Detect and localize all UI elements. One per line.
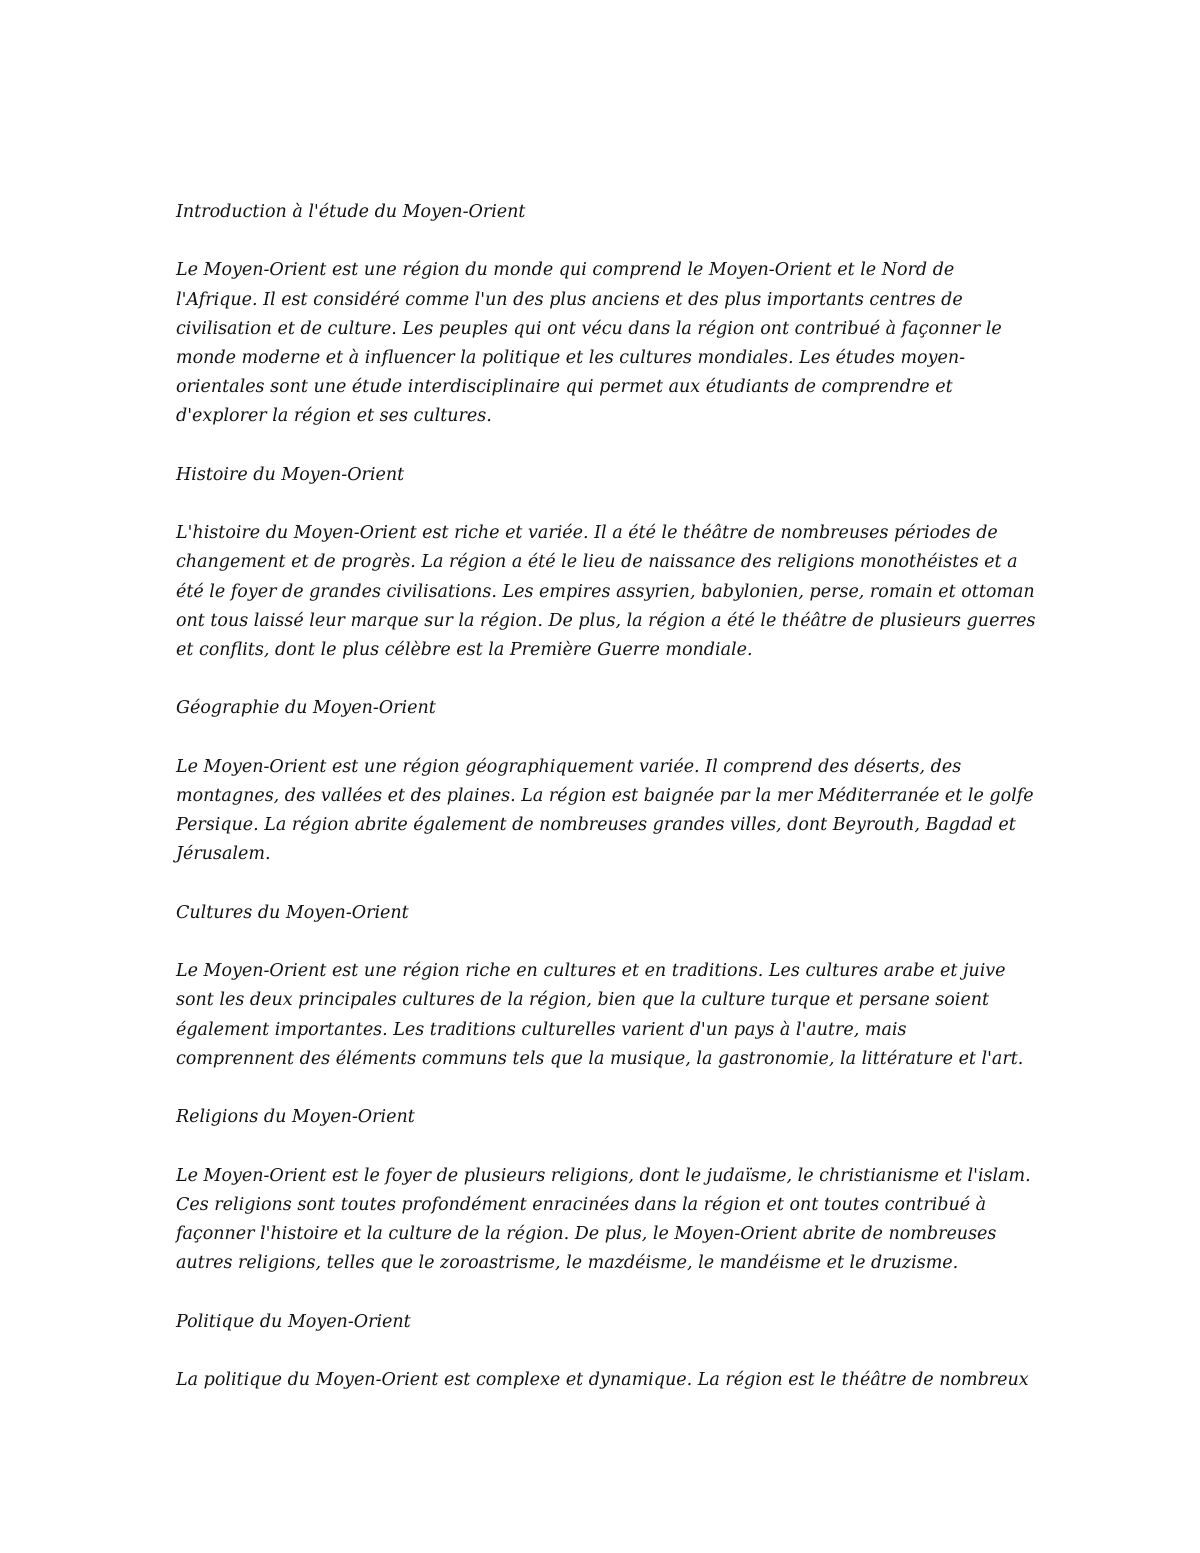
section-paragraph	[176, 753, 1036, 870]
section-heading: Cultures du Moyen-Orient	[176, 902, 409, 923]
section-paragraph	[176, 256, 1036, 431]
paragraph-line: montagnes, des vallées et des plaines. La région est baignée par la mer Méditerranée et le golfe	[176, 785, 1034, 806]
paragraph-line: orientales sont une étude interdisciplinaire qui permet aux étudiants de comprendre et	[176, 377, 953, 398]
paragraph-line: Le Moyen-Orient est une région du monde qui comprend le Moyen-Orient et le Nord de	[176, 260, 955, 281]
section-paragraph	[176, 519, 1036, 665]
paragraph-line: Persique. La région abrite également de nombreuses grandes villes, dont Beyrouth, Bagdad et	[176, 815, 1016, 836]
section-heading: Introduction à l'étude du Moyen-Orient	[176, 202, 526, 222]
section-paragraph	[176, 1366, 1036, 1395]
section-heading: Géographie du Moyen-Orient	[176, 698, 436, 719]
paragraph-line: Le Moyen-Orient est le foyer de plusieurs religions, dont le judaïsme, le christianisme et l'islam.	[176, 1165, 1031, 1186]
paragraph-line: Le Moyen-Orient est une région riche en cultures et en traditions. Les cultures arabe et juive	[176, 961, 1006, 982]
paragraph-line: également importantes. Les traditions culturelles varient d'un pays à l'autre, mais	[176, 1019, 907, 1040]
paragraph-line: La politique du Moyen-Orient est complexe et dynamique. La région est le théâtre de nombreux	[176, 1369, 1029, 1390]
paragraph-line: sont les deux principales cultures de la région, bien que la culture turque et persane soient	[176, 990, 990, 1011]
section-heading: Religions du Moyen-Orient	[176, 1107, 415, 1128]
section-paragraph	[176, 1162, 1036, 1279]
section-paragraph	[176, 957, 1036, 1074]
document-page	[176, 198, 1036, 1424]
paragraph-line: été le foyer de grandes civilisations. Les empires assyrien, babylonien, perse, romain et ottoman	[176, 581, 1035, 602]
paragraph-line: Le Moyen-Orient est une région géographiquement variée. Il comprend des déserts, des	[176, 756, 962, 777]
paragraph-line: et conflits, dont le plus célèbre est la Première Guerre mondiale.	[176, 640, 753, 660]
paragraph-line: monde moderne et à influencer la politique et les cultures mondiales. Les études moyen-	[176, 348, 966, 368]
paragraph-line: ont tous laissé leur marque sur la région. De plus, la région a été le théâtre de plusieurs guerres	[176, 610, 1036, 631]
section-heading: Histoire du Moyen-Orient	[176, 464, 405, 485]
paragraph-line: autres religions, telles que le zoroastrisme, le mazdéisme, le mandéisme et le druzisme.	[176, 1253, 959, 1274]
paragraph-line: façonner l'histoire et la culture de la région. De plus, le Moyen-Orient abrite de nombreuses	[176, 1223, 997, 1244]
paragraph-line: Ces religions sont toutes profondément enracinées dans la région et ont toutes contribué à	[176, 1194, 987, 1215]
paragraph-line: l'Afrique. Il est considéré comme l'un des plus anciens et des plus importants centres de	[176, 289, 963, 310]
paragraph-line: d'explorer la région et ses cultures.	[176, 406, 492, 427]
paragraph-line: comprennent des éléments communs tels que la musique, la gastronomie, la littérature et l'art.	[176, 1048, 1024, 1069]
paragraph-line: L'histoire du Moyen-Orient est riche et variée. Il a été le théâtre de nombreuses périodes de	[176, 523, 998, 544]
paragraph-line: changement et de progrès. La région a été le lieu de naissance des religions monothéistes et a	[176, 552, 1018, 573]
paragraph-line: civilisation et de culture. Les peuples qui ont vécu dans la région ont contribué à façonner le	[176, 318, 1002, 339]
section-heading: Politique du Moyen-Orient	[176, 1311, 411, 1332]
paragraph-line: Jérusalem.	[176, 844, 271, 865]
